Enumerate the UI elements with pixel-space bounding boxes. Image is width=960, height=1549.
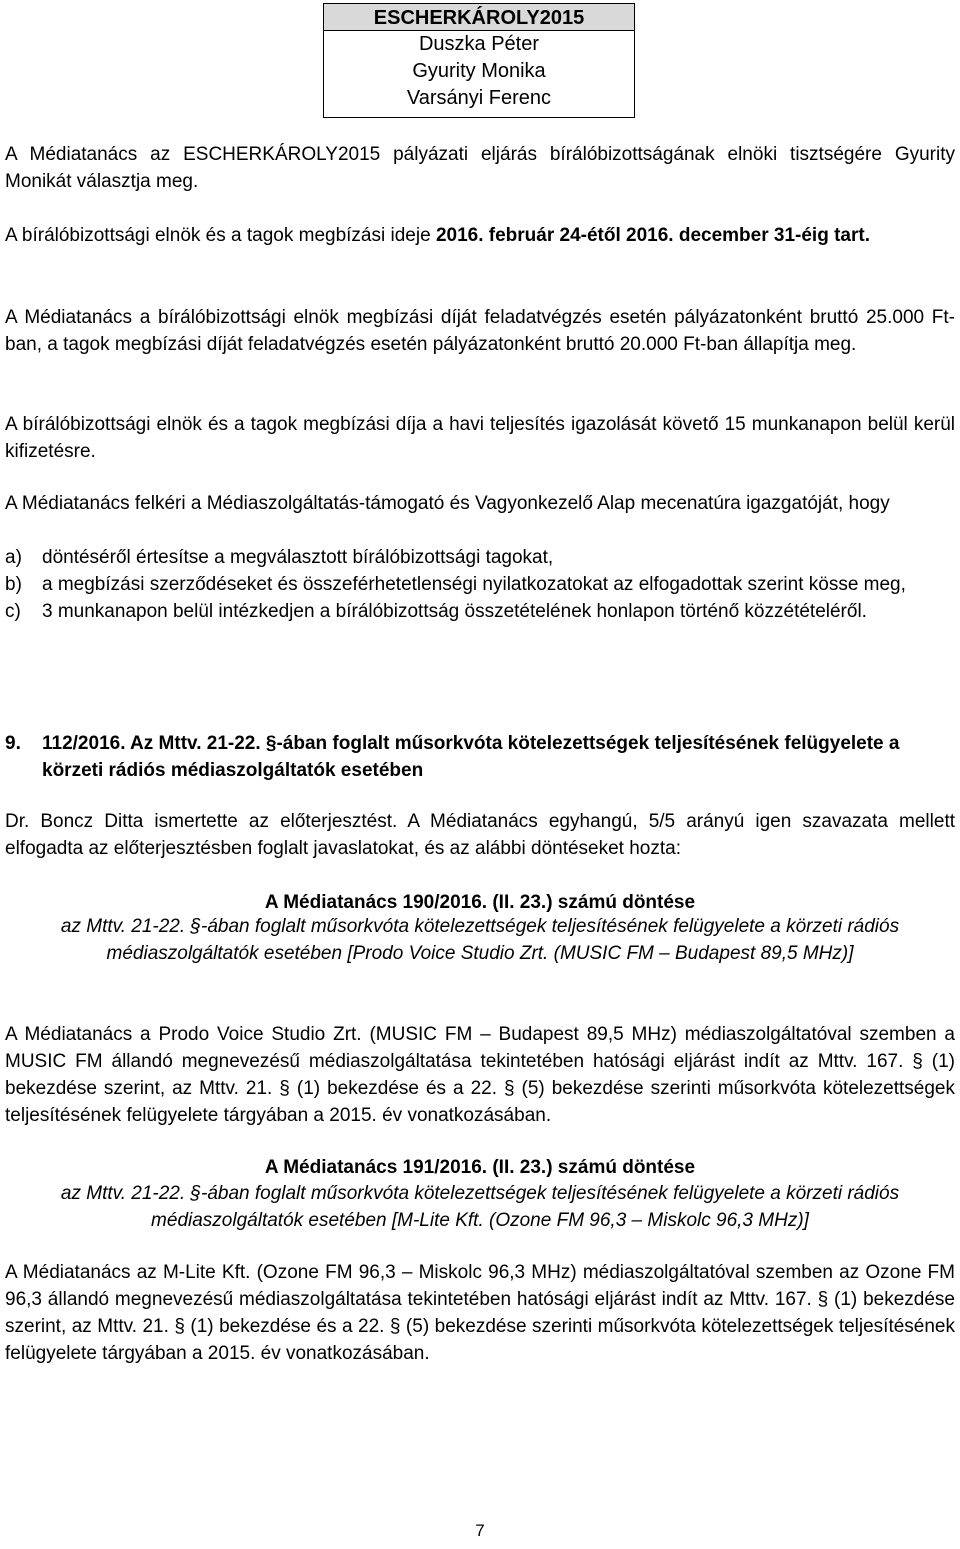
section-heading <box>5 730 955 784</box>
paragraph-intro: Dr. Boncz Ditta ismertette az előterjesztést. A Médiatanács egyhangú, 5/5 arányú igen szavazata mellett elfogadta az előterjesztésben foglalt javaslatokat, és az alábbi döntéseket hozta: <box>5 811 955 859</box>
section-title: 112/2016. Az Mttv. 21-22. §-ában foglalt műsorkvóta kötelezettségek teljesítésének felügyelete a körzeti rádiós médiaszolgáltatók esetében <box>42 733 900 781</box>
paragraph-payment: A bírálóbizottsági elnök és a tagok megbízási díja a havi teljesítés igazolását követő 15 munkanapon belül kerül kifizetésre. <box>5 414 955 462</box>
list-item-text: 3 munkanapon belül intézkedjen a bírálóbizottság összetételének honlapon történő közzétételéről. <box>42 601 867 622</box>
paragraph-fees: A Médiatanács a bírálóbizottsági elnök megbízási díját feladatvégzés esetén pályázatonként bruttó 25.000 Ft-ban, a tagok megbízási díját feladatvégzés esetén pályázatonként bruttó 20.000 Ft-ban állapítja meg. <box>5 307 955 355</box>
paragraph-chair-election: A Médiatanács az ESCHERKÁROLY2015 pályázati eljárás bírálóbizottságának elnöki tisztségére Gyurity Monikát választja meg. <box>5 144 955 192</box>
paragraph-request: A Médiatanács felkéri a Médiaszolgáltatás-támogató és Vagyonkezelő Alap mecenatúra igazgatóját, hogy <box>5 493 890 514</box>
decision-heading: A Médiatanács 191/2016. (II. 23.) számú döntése <box>264 1157 696 1178</box>
list-item-text: a megbízási szerződéseket és összeférhetetlenségi nyilatkozatokat az elfogadottak szerint kösse meg, <box>42 574 906 595</box>
section-number: 9. <box>5 733 21 754</box>
list-item <box>5 544 955 571</box>
decision-heading: A Médiatanács 190/2016. (II. 23.) számú döntése <box>264 892 696 913</box>
list-item-label: a) <box>5 547 22 568</box>
decision-body: A Médiatanács a Prodo Voice Studio Zrt. (MUSIC FM – Budapest 89,5 MHz) médiaszolgáltatóval szemben a MUSIC FM állandó megnevezésű médiaszolgáltatása tekintetében hatósági eljárást indít az Mttv. 167. § (1) bekezdése szerint, az Mttv. 21. § (1) bekezdése és a 22. § (5) bekezdése szerinti műsorkvóta kötelezettségek teljesítésének felügyelete tárgyában a 2015. év vonatkozásában. <box>5 1024 955 1126</box>
term-text: A bírálóbizottsági elnök és a tagok megbízási ideje <box>5 225 436 246</box>
list-item-label: b) <box>5 574 22 595</box>
page-number: 7 <box>475 1521 485 1540</box>
paragraph-term <box>5 222 955 249</box>
decision-subject: az Mttv. 21-22. §-ában foglalt műsorkvóta kötelezettségek teljesítésének felügyelete a körzeti rádiós médiaszolgáltatók esetében [Prodo Voice Studio Zrt. (MUSIC FM – Budapest 89,5 MHz)] <box>60 916 900 964</box>
list-item-text: döntéséről értesítse a megválasztott bírálóbizottsági tagokat, <box>42 547 554 568</box>
committee-member: Duszka Péter <box>418 33 540 55</box>
committee-title: ESCHERKÁROLY2015 <box>324 4 634 31</box>
committee-member: Gyurity Monika <box>412 60 546 82</box>
decision-subject: az Mttv. 21-22. §-ában foglalt műsorkvóta kötelezettségek teljesítésének felügyelete a körzeti rádiós médiaszolgáltatók esetében [M-Lite Kft. (Ozone FM 96,3 – Miskolc 96,3 MHz)] <box>60 1183 900 1231</box>
list-item <box>5 571 955 598</box>
term-dates: 2016. február 24-étől 2016. december 31-éig tart. <box>435 225 870 246</box>
list-item-label: c) <box>5 601 21 622</box>
list-item <box>5 598 955 625</box>
decision-body: A Médiatanács az M-Lite Kft. (Ozone FM 96,3 – Miskolc 96,3 MHz) médiaszolgáltatóval szemben az Ozone FM 96,3 állandó megnevezésű médiaszolgáltatása tekintetében hatósági eljárást indít az Mttv. 167. § (1) bekezdése szerint, az Mttv. 21. § (1) bekezdése és a 22. § (5) bekezdése szerinti műsorkvóta kötelezettségek teljesítésének felügyelete tárgyában a 2015. év vonatkozásában. <box>5 1262 955 1364</box>
committee-member: Varsányi Ferenc <box>406 87 552 109</box>
task-list <box>5 544 955 625</box>
committee-box <box>323 3 635 118</box>
